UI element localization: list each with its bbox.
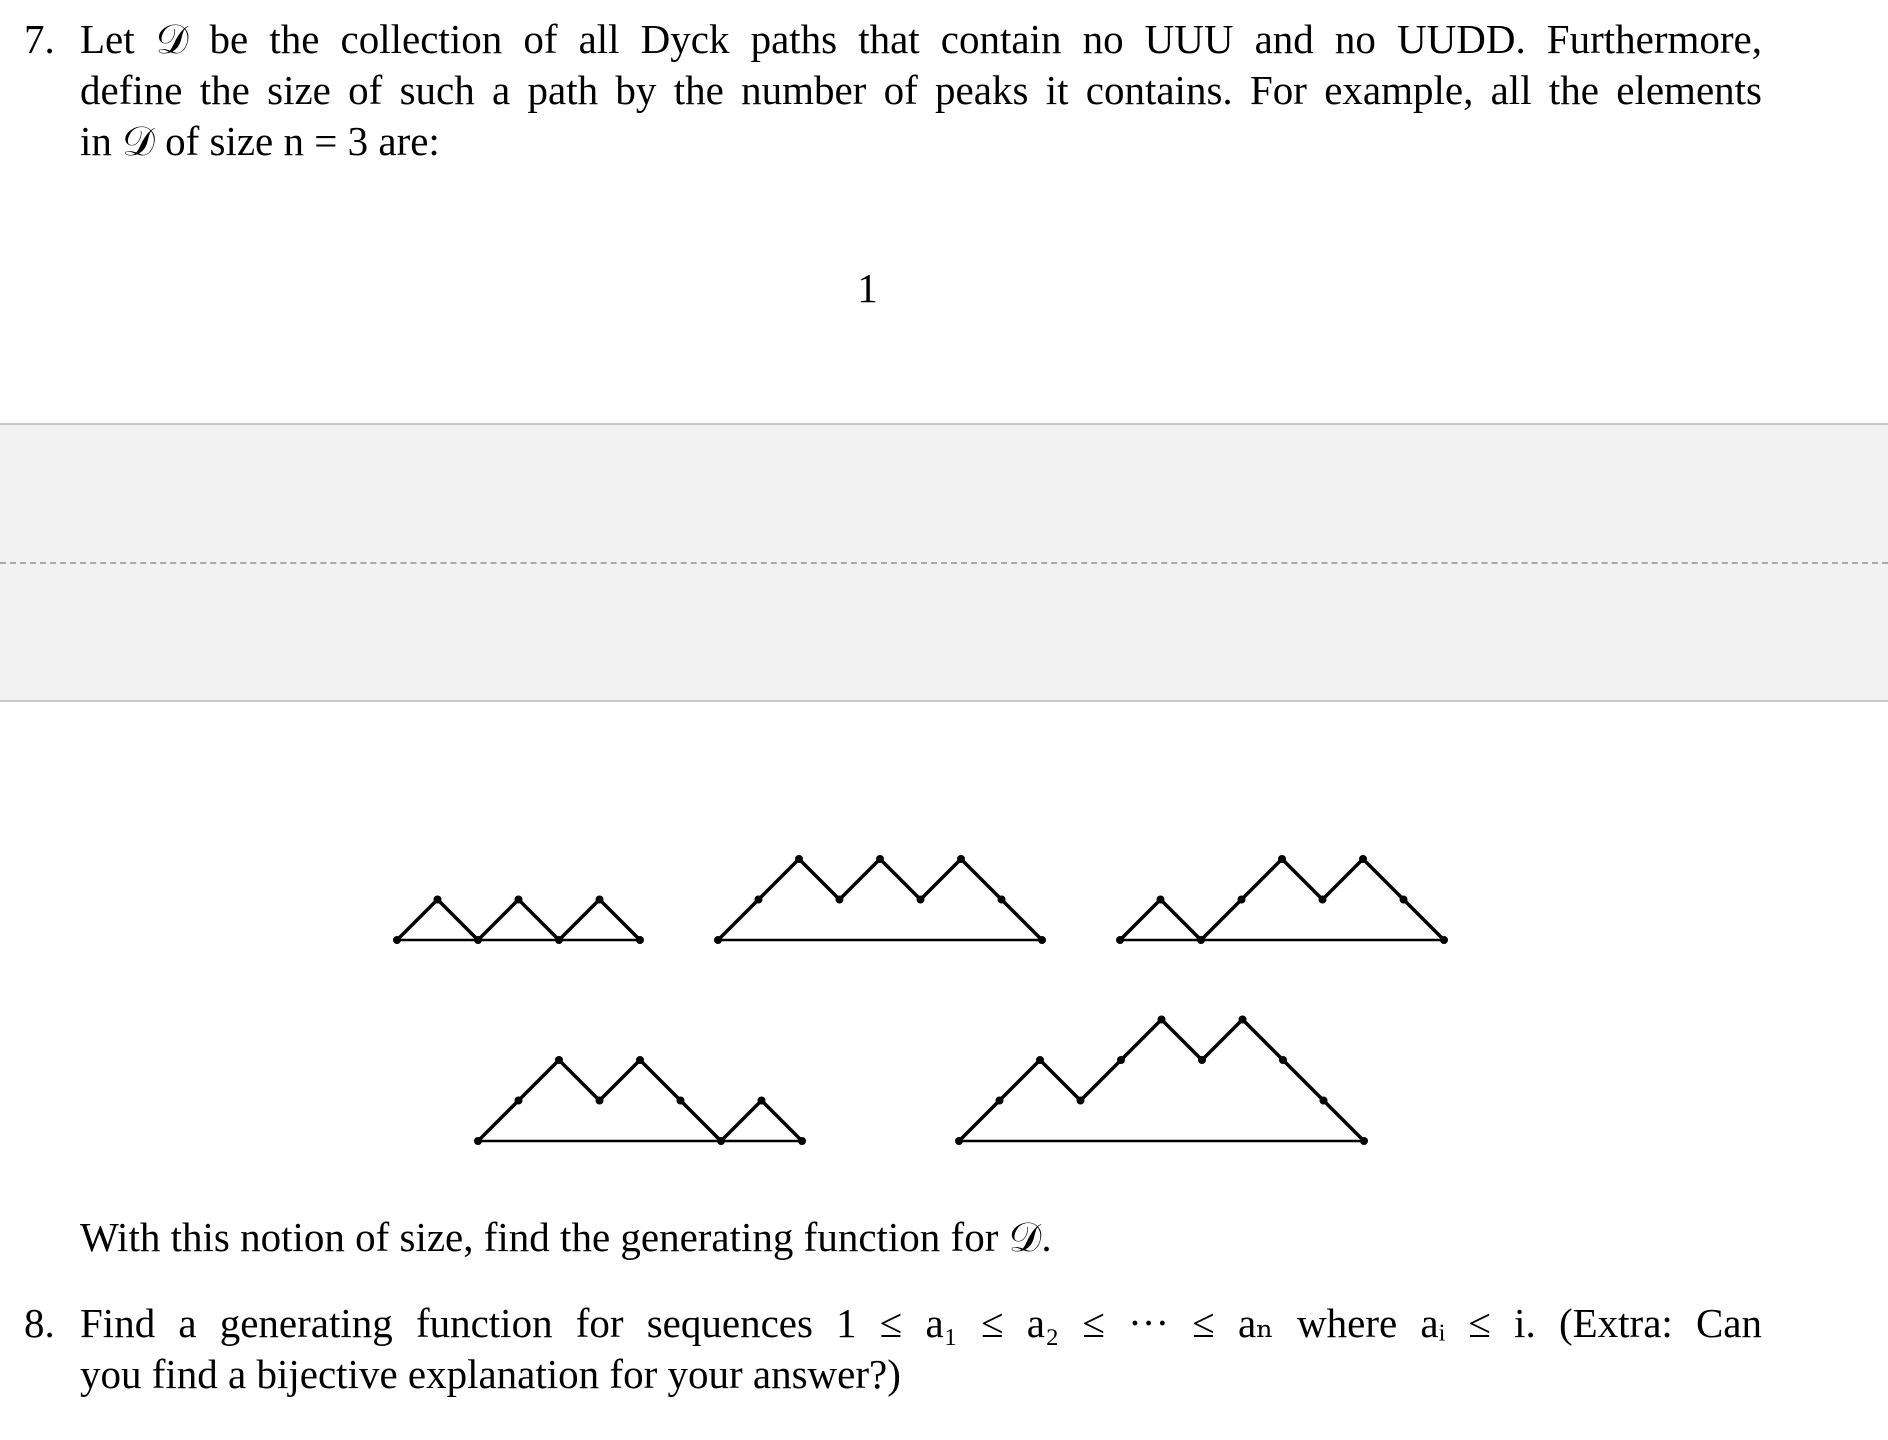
dyck-path <box>474 1056 806 1145</box>
dyck-path-vertex <box>1278 855 1286 863</box>
dyck-path <box>714 855 1046 944</box>
problem-8-line-1: Find a generating function for sequences 1 ≤ a₁ ≤ a₂ ≤ ··· ≤ aₙ where aᵢ ≤ i. (Extra: Can <box>80 1300 1762 1346</box>
dyck-path-vertex <box>1116 936 1124 944</box>
dyck-path-vertex <box>677 1097 685 1105</box>
dyck-path-vertex <box>596 896 604 904</box>
problem-7-line-1: Let 𝒟 be the collection of all Dyck paths that contain no UUU and no UUDD. Furthermore, <box>80 16 1762 62</box>
dyck-path-vertex <box>955 1137 963 1145</box>
dyck-path-vertex <box>393 936 401 944</box>
dyck-path-vertex <box>876 855 884 863</box>
dyck-path-vertex <box>795 855 803 863</box>
dyck-path-steps <box>718 859 1042 940</box>
dyck-path-steps <box>959 1020 1364 1142</box>
dyck-path-vertex <box>636 936 644 944</box>
dyck-path-vertex <box>1359 855 1367 863</box>
dyck-path-vertex <box>596 1097 604 1105</box>
dyck-path-vertex <box>555 936 563 944</box>
page-break-separator <box>0 423 1888 702</box>
problem-8-line-2: you find a bijective explanation for your answer?) <box>80 1351 901 1397</box>
dyck-path-vertex <box>1038 936 1046 944</box>
dyck-path-steps <box>397 900 640 941</box>
dyck-path-vertex <box>1238 896 1246 904</box>
dyck-path-vertex <box>758 1097 766 1105</box>
dyck-path-vertex <box>917 896 925 904</box>
dyck-path-vertex <box>515 1097 523 1105</box>
problem-8-number: 8. <box>24 1300 55 1346</box>
problem-7-followup: With this notion of size, find the generating function for 𝒟. <box>80 1214 1052 1260</box>
dyck-path-vertex <box>836 896 844 904</box>
dyck-path-vertex <box>798 1137 806 1145</box>
dyck-path-vertex <box>1400 896 1408 904</box>
dyck-path-vertex <box>755 896 763 904</box>
dyck-path-vertex <box>996 1097 1004 1105</box>
dyck-path-steps <box>478 1060 802 1141</box>
dyck-path-vertex <box>515 896 523 904</box>
dyck-path-vertex <box>636 1056 644 1064</box>
dyck-path-vertex <box>1117 1056 1125 1064</box>
dyck-path-vertex <box>1198 1056 1206 1064</box>
dyck-path-vertex <box>1197 936 1205 944</box>
dyck-path-vertex <box>1077 1097 1085 1105</box>
dyck-path <box>393 896 644 945</box>
dyck-path-vertex <box>1036 1056 1044 1064</box>
problem-7-line-2: define the size of such a path by the number of peaks it contains. For example, all the elements <box>80 67 1762 113</box>
dyck-path-vertex <box>1158 1016 1166 1024</box>
problem-7-line-3: in 𝒟 of size n = 3 are: <box>80 118 440 164</box>
dyck-path-vertex <box>957 855 965 863</box>
page-number: 1 <box>857 265 878 311</box>
dyck-path-vertex <box>1319 896 1327 904</box>
dyck-paths-figure <box>0 800 1888 1160</box>
dyck-path-vertex <box>717 1137 725 1145</box>
dyck-path <box>1116 855 1448 944</box>
dyck-path-vertex <box>474 936 482 944</box>
dyck-path-vertex <box>998 896 1006 904</box>
dyck-path-vertex <box>1279 1056 1287 1064</box>
dyck-path <box>955 1016 1368 1146</box>
page-break-dashed-line <box>0 562 1888 564</box>
dyck-path-vertex <box>1440 936 1448 944</box>
dyck-path-vertex <box>1157 896 1165 904</box>
dyck-path-vertex <box>555 1056 563 1064</box>
dyck-path-vertex <box>1320 1097 1328 1105</box>
dyck-path-vertex <box>1360 1137 1368 1145</box>
dyck-path-vertex <box>714 936 722 944</box>
dyck-path-vertex <box>434 896 442 904</box>
dyck-path-vertex <box>1239 1016 1247 1024</box>
problem-7-number: 7. <box>24 16 55 62</box>
dyck-path-vertex <box>474 1137 482 1145</box>
dyck-path-steps <box>1120 859 1444 940</box>
